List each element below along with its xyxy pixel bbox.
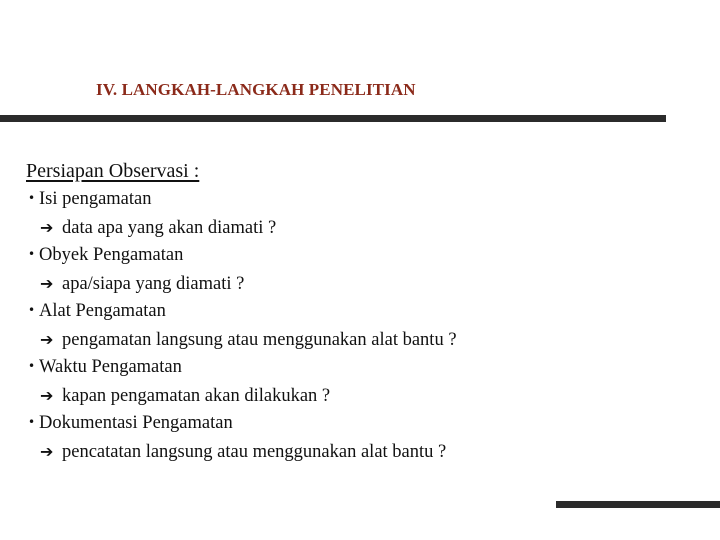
bullet-icon: • xyxy=(28,247,36,261)
bottom-rule xyxy=(556,501,720,508)
item-detail-line xyxy=(26,214,706,242)
right-arrow-icon: ➔ xyxy=(40,330,54,349)
item-detail: pengamatan langsung atau menggunakan alat bantu ? xyxy=(62,330,457,350)
list-item xyxy=(26,298,706,354)
item-label: Obyek Pengamatan xyxy=(39,245,184,265)
item-label-line xyxy=(26,186,706,214)
item-label-line xyxy=(26,410,706,438)
list-item xyxy=(26,354,706,410)
item-detail-line xyxy=(26,270,706,298)
item-label-line xyxy=(26,242,706,270)
section-heading: Persiapan Observasi : xyxy=(26,160,200,182)
right-arrow-icon: ➔ xyxy=(40,442,54,461)
item-detail: data apa yang akan diamati ? xyxy=(62,218,277,238)
item-label-line xyxy=(26,354,706,382)
list-item xyxy=(26,242,706,298)
list-item xyxy=(26,186,706,242)
item-label-line xyxy=(26,298,706,326)
slide-content xyxy=(26,158,706,466)
slide-title: IV. LANGKAH-LANGKAH PENELITIAN xyxy=(96,80,416,99)
bullet-icon: • xyxy=(28,359,36,373)
item-label: Alat Pengamatan xyxy=(39,301,166,321)
item-detail: pencatatan langsung atau menggunakan alat bantu ? xyxy=(62,442,447,462)
list-item xyxy=(26,410,706,466)
right-arrow-icon: ➔ xyxy=(40,386,54,405)
item-detail: kapan pengamatan akan dilakukan ? xyxy=(62,386,331,406)
item-label: Isi pengamatan xyxy=(39,189,152,209)
item-label: Dokumentasi Pengamatan xyxy=(39,413,233,433)
bullet-icon: • xyxy=(28,191,36,205)
item-detail-line xyxy=(26,438,706,466)
item-detail-line xyxy=(26,326,706,354)
bullet-icon: • xyxy=(28,303,36,317)
right-arrow-icon: ➔ xyxy=(40,218,54,237)
item-detail-line xyxy=(26,382,706,410)
item-detail: apa/siapa yang diamati ? xyxy=(62,274,245,294)
item-label: Waktu Pengamatan xyxy=(39,357,182,377)
bullet-icon: • xyxy=(28,415,36,429)
right-arrow-icon: ➔ xyxy=(40,274,54,293)
top-rule xyxy=(0,115,666,122)
